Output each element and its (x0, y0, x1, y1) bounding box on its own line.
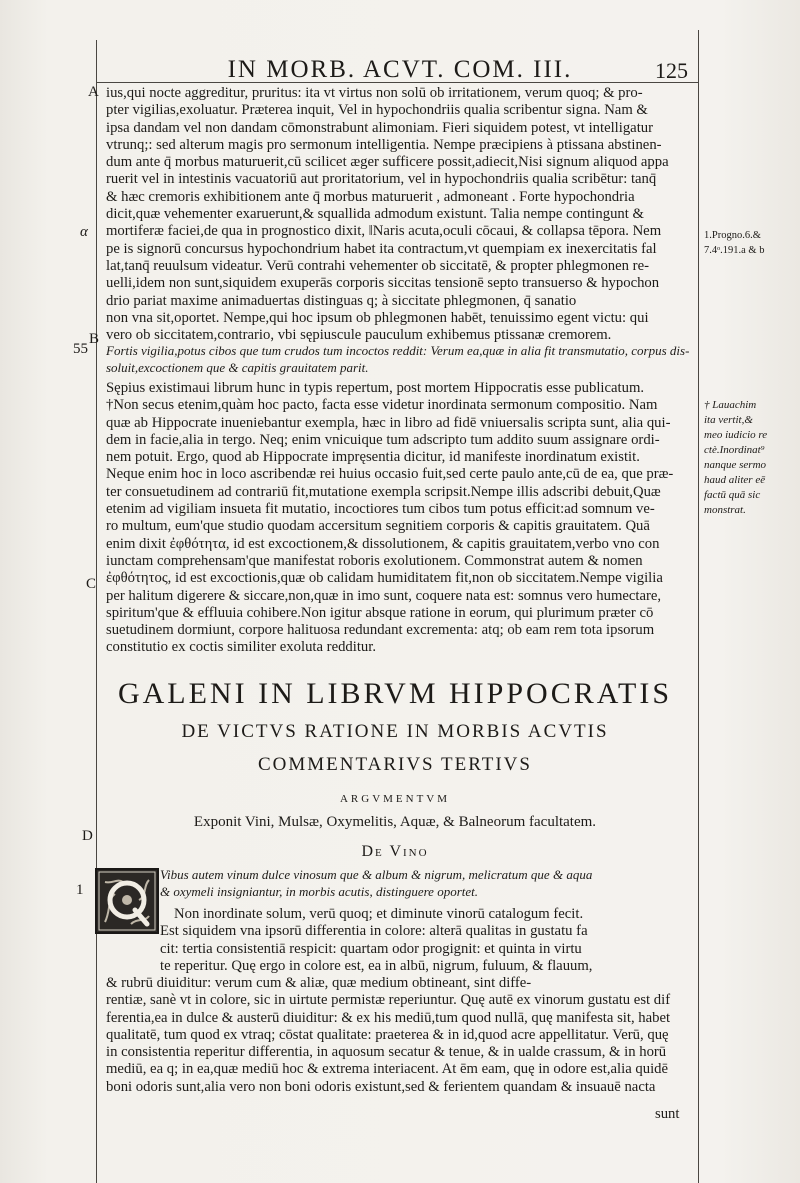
text-line: †Non secus etenim,quàm hoc pacto, facta esse videtur inordinata sermonum compositio. Nam (106, 397, 658, 414)
margin-mark-alpha: α (80, 224, 88, 240)
text-line: spiritum'que & effluuia cohibere.Non igitur absque ratione in eorum, qui plurimum præter cō (106, 604, 654, 621)
sidenote-dagger (704, 398, 767, 518)
commentary-paragraph-c-body (106, 975, 697, 1096)
ornament-icon (97, 870, 157, 932)
text-line: suetudinem dormiunt, corpore halituosa redundant excrementa: atq; ob eam rem tota ipsorum (106, 622, 655, 639)
decorated-initial-q (95, 868, 159, 934)
text-line: ter consuetudinem ad contrariū fit,mutatione exempla scripsit.Nempe illis adscribi debuit,Quæ (106, 483, 661, 500)
section-title-line-3: COMMENTARIVS TERTIVS (258, 754, 532, 775)
text-line: vero ob siccitatem,contrario, vbi sępiuscule pauculum exhibemus ptissanæ cremorem. (106, 327, 612, 344)
text-line: ruerit vel in intestinis vacuatoriū aut proritatorium, vel in hypochondriis qualia scribētur: tanq̄ (106, 171, 657, 188)
text-line: Neque enim hoc in loco ascribendæ rei huius occasio fuit,sed certe paulo ante,cū de ea, que præ- (106, 466, 674, 483)
sidenote-line: meo iudicio re (704, 429, 768, 441)
margin-mark-b: B (89, 331, 100, 347)
sidenote-line: monstrat. (704, 504, 746, 516)
text-line: enim dixit ἐφθότητα, id est excoctionem,& dissolutionem, & capitis grauitatem,verbo vno con (106, 535, 660, 552)
margin-mark-1: 1 (76, 882, 84, 898)
section-subheading: De Vino (361, 843, 429, 860)
text-line: dicit,quæ vehementer exaruerunt,& squallida admodum existunt. Talia nempe contingunt & (106, 206, 644, 223)
lemma-b (106, 342, 697, 376)
text-line: Fortis vigilia,potus cibos que tum crudos tum incoctos reddit: Verum ea,quæ in alia fit transmutatio, corpus dis- (106, 343, 690, 358)
text-line: uelli,idem non sunt,siquidem exuperās corporis siccitas tensionē septo transuerso & hypochon (106, 275, 660, 292)
text-line: per halitum digerere & siccare,non,quæ in imo sunt, coquere nata est: somnus vero humectare, (106, 587, 662, 604)
text-line: vtrunq;: sed alterum magis pro sermonum intelligentia. Nempe præcipiens à ptissana abstinen- (106, 136, 662, 153)
running-title: IN MORB. ACVT. COM. III. (227, 56, 573, 83)
text-line: & oxymeli insigniantur, in morbis acutis, distinguere oportet. (160, 884, 479, 899)
text-line: lat,tanq̄ reuulsum videatur. Verū contrahi vehementer ob siccitatē, & propter phlegmonen re- (106, 257, 649, 274)
text-line: te reperitur. Quę ergo in colore est, ea in albū, nigrum, fuluum, & flauum, (160, 957, 593, 974)
text-line: dem in facie,alia in tergo. Neq; enim vnicuique tum adscripto tum addito suum assignare ordi- (106, 431, 660, 448)
sidenote-line: ita vertit,& (704, 414, 753, 426)
commentary-paragraph-b (106, 380, 697, 657)
sidenote-line: 1.Progno.6.& (704, 230, 761, 241)
text-line: etenim ad vigiliam insueta fit mutatio, incoctiores tum cibos tum potus efficit:ad somnum ve- (106, 501, 655, 518)
sidenote-line: † Lauachim (704, 399, 757, 411)
sidenote-prognostic (704, 228, 764, 258)
section-title-line-2: DE VICTVS RATIONE IN MORBIS ACVTIS (181, 721, 609, 742)
text-line: qualitatē, tum quod ex vtraq; cōstat qualitate: praeterea & in id,quod acre appellitatur. Verū, quę (106, 1026, 669, 1043)
text-line: pter vigilias,exoluatur. Præterea inquit, Vel in hypochondriis qualia scribentur signa. Nam & (106, 102, 648, 119)
sidenote-line: haud aliter eē (704, 474, 766, 486)
text-line: rentiæ, sanè vt in colore, sic in uirtute permistæ reperiuntur. Quę autē ex vinorum gustatu est dif (106, 992, 671, 1009)
text-line: ro multum, eum'que studio quodam accersitum segnitiem corporis & capitis grauitatem. Quā (106, 518, 650, 535)
text-line: quæ ab Hippocrate inueniebantur exempla, hæc in libro ad fidē vniuersalis scripta sunt, alia qui- (106, 414, 671, 431)
lemma-1 (160, 866, 696, 900)
text-line: mortiferæ faciei,de qua in prognostico dixit, ‖Naris acuta,oculi cōcaui, & collapsa tēpora. Nem (106, 223, 662, 240)
commentary-paragraph-a (106, 85, 697, 344)
text-line: iunctam comprehensam'que manifestat roboris exolutionem. Commonstrat autem & nomen (106, 552, 643, 569)
text-line: non vna sit,oportet. Nempe,qui hoc ipsum ob phlegmonen habēt, tenuissimo egent victu: qui (106, 309, 649, 326)
text-line: dum ante q̄ morbus maturuerit,cū scilicet æger sufficere possit,adiecit,Nisi signum aliquod appa (106, 154, 669, 171)
section-title-line-1: GALENI IN LIBRVM HIPPOCRATIS (117, 677, 673, 710)
argumentum-label: ARGVMENTVM (339, 793, 451, 805)
commentary-paragraph-c-head (160, 906, 696, 975)
text-line: Non inordinate solum, verū quoq; et diminute vinorū catalogum fecit. (174, 906, 584, 922)
sidenote-line: factū quā sic (704, 489, 761, 501)
right-margin-rule (698, 30, 699, 1183)
text-line: ἐφθότητος, id est excoctionis,quæ ob calidam humiditatem fit,non ob siccitatem.Nempe vigilia (106, 570, 663, 587)
margin-mark-d: D (82, 828, 93, 844)
margin-mark-a: A (88, 84, 99, 100)
text-line: soluit,excoctionem que & capitis grauitatem parit. (106, 360, 369, 375)
text-line: & rubrū diuiditur: verum cum & aliæ, quæ medium obtineant, sint diffe- (106, 975, 532, 991)
text-line: pe is signorū concursus hypochondrium habet ita contractum,vt quempiam ex inexercitatis fal (106, 240, 657, 257)
text-line: in consistentia reperitur differentia, in aquosum secatur & tenue, & in ualde crassum, & in horū (106, 1044, 667, 1061)
page-number: 125 (655, 58, 688, 83)
text-line: Sępius existimaui librum hunc in typis repertum, post mortem Hippocratis esse publicatum. (106, 380, 645, 396)
sidenote-line: 7.4ᵒ.191.a & b (704, 245, 765, 256)
sidenote-line: nanque sermo (704, 459, 767, 471)
argumentum-text: Exponit Vini, Mulsæ, Oxymelitis, Aquæ, & Balneorum facultatem. (193, 814, 597, 830)
text-line: drio pariat maxime animaduertas distinguas q; à siccitate phlegmonen, q̄ sanatio (106, 292, 577, 309)
margin-mark-c: C (86, 576, 97, 592)
text-line: constitutio ex coctis similiter exoluta redditur. (106, 639, 377, 656)
text-line: boni odoris sunt,alia vero non boni odoris existunt,sed & ferientem quandam & insuauē nacta (106, 1078, 656, 1095)
catchword: sunt (655, 1106, 680, 1122)
left-margin-rule (96, 40, 97, 1183)
text-line: ferentia,ea in dulce & austerū diuiditur: & ex his mediū,tum quod nullā, quę manifesta sit, habet (106, 1009, 671, 1026)
text-line: nem potuit. Ergo, quod ab Hippocrate impręsentia dicitur, id manifeste inordinatum existit. (106, 449, 640, 466)
sidenote-line: ctè.Inordinat⁹ (704, 444, 765, 456)
text-line: ipsa dandam vel non dandam cōmonstrabunt alimoniam. Fieri siquidem potest, vt intelligatur (106, 119, 654, 136)
text-line: & hæc cremoris exhibitionem ante q̄ morbus maturuerit , admoneant . Forte hypochondria (106, 188, 635, 205)
text-line: ius,qui nocte aggreditur, pruritus: ita vt virtus non solū ob irritationem, verum quoq; & pro- (106, 85, 643, 101)
text-line: cit: tertia consistentiā respicit: quartam odor progignit: et quinta in virtu (160, 940, 582, 957)
text-line: mediū, ea q; in ea,quæ mediū hoc & extrema interiacent. At ēm eam, quę in odore est,alia quidē (106, 1061, 669, 1078)
text-line: Est siquidem vna ipsorū differentia in colore: alterā qualitas in gustatu fa (160, 923, 588, 940)
margin-mark-55: 55 (73, 341, 88, 357)
text-line: Vibus autem vinum dulce vinosum que & album & nigrum, melicratum que & aqua (160, 867, 593, 882)
